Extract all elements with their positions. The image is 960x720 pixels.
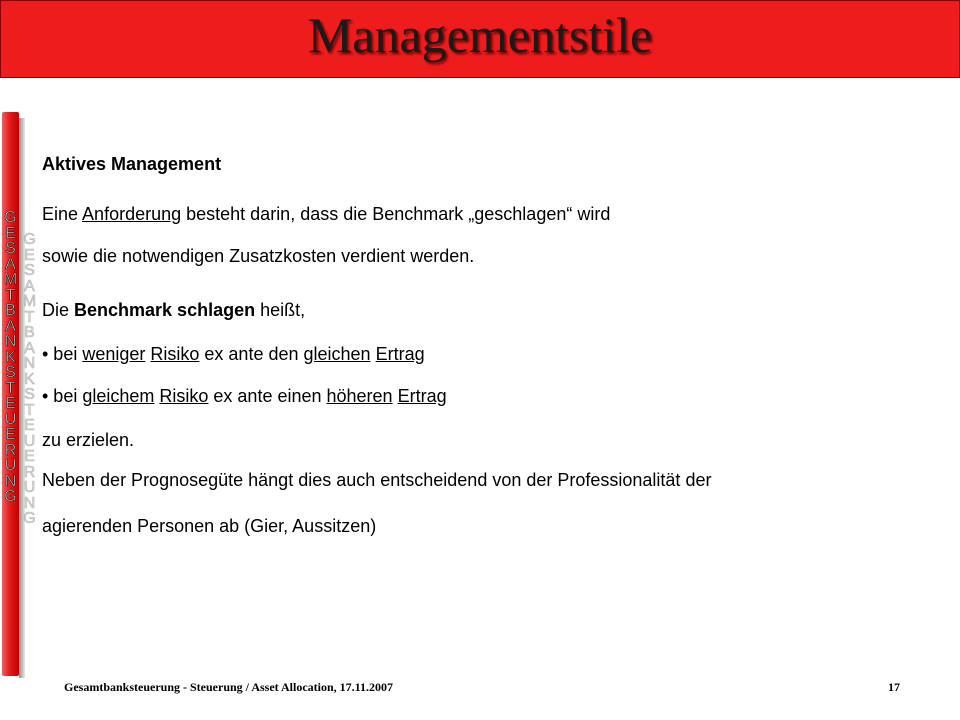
side-logo-letter: T [24,401,35,419]
side-logo-letter: R [23,463,36,481]
side-logo-letter: E [5,224,16,242]
side-logo-letter: M [3,271,18,288]
underlined-word: Risiko [150,344,200,364]
side-logo-shadow [21,232,38,527]
side-logo-letter: G [4,209,17,226]
side-logo-letter: A [24,277,35,295]
underlined-word: Ertrag [397,386,447,406]
paragraph-5: Neben der Prognosegüte hängt dies auch entscheidend von der Professionalität der [42,470,712,490]
side-logo-letter: G [23,510,36,527]
paragraph-2: sowie die notwendigen Zusatzkosten verdient werden. [42,246,475,266]
side-logo-text [2,210,19,505]
side-logo-letter: K [5,348,16,366]
paragraph-4: zu erzielen. [42,430,135,450]
side-logo-letter: N [4,333,17,350]
side-logo-letter: N [23,494,36,512]
side-logo-letter: E [24,417,35,434]
side-logo-letter: B [24,324,35,341]
side-logo-letter: U [4,457,17,474]
side-logo-letter: K [24,370,35,388]
side-logo-letter: E [5,426,16,443]
side-logo-letter: N [4,472,17,490]
slide-title: Managementstile [307,7,653,63]
side-logo-letter: E [24,246,35,264]
page-number: 17 [888,680,900,694]
underlined-word: Anforderung [82,204,182,224]
side-logo-letter: A [5,317,16,335]
underlined-word: höheren [326,386,393,406]
underlined-word: gleichen [303,344,371,364]
side-logo-letter: U [23,432,36,450]
paragraph-6: agierenden Personen ab (Gier, Aussitzen) [42,516,377,536]
underlined-word: Ertrag [375,344,425,364]
side-logo-letter: U [4,410,17,428]
side-logo-letter: S [24,262,35,279]
underlined-word: Risiko [159,386,209,406]
side-logo-letter: S [5,364,16,381]
side-logo-letter: G [4,488,17,505]
side-logo-letter: S [5,240,16,257]
side-logo-letter: N [23,355,36,372]
bullet-item-1: • bei weniger Risiko ex ante den gleichen Ertrag [42,344,425,364]
title-bar [0,0,960,78]
content-heading: Aktives Management [42,154,222,174]
side-logo-letter: E [5,395,16,412]
paragraph-1: Eine Anforderung besteht darin, dass die Benchmark „geschlagen“ wird [42,204,611,224]
underlined-word: weniger [82,344,146,364]
side-logo-letter: A [24,339,35,357]
underlined-word: gleichem [82,386,155,406]
side-logo-letter: T [5,286,16,304]
side-logo-letter: T [5,379,16,397]
side-logo-letter: U [23,479,36,496]
side-logo-letter: B [5,302,16,319]
side-logo-letter: T [24,308,35,326]
side-logo-letter: G [23,231,36,248]
side-logo-letter: R [4,441,17,459]
side-logo-letter: M [22,293,37,310]
side-logo-letter: A [5,255,16,273]
side-logo-letter: S [24,386,35,403]
bold-phrase: Benchmark schlagen [74,300,256,320]
paragraph-3: Die Benchmark schlagen heißt, [42,300,306,320]
side-logo-letter: E [24,448,35,465]
footer-text: Gesamtbanksteuerung - Steuerung / Asset Allocation, 17.11.2007 [64,680,394,694]
bullet-item-2: • bei gleichem Risiko ex ante einen höheren Ertrag [42,386,447,406]
